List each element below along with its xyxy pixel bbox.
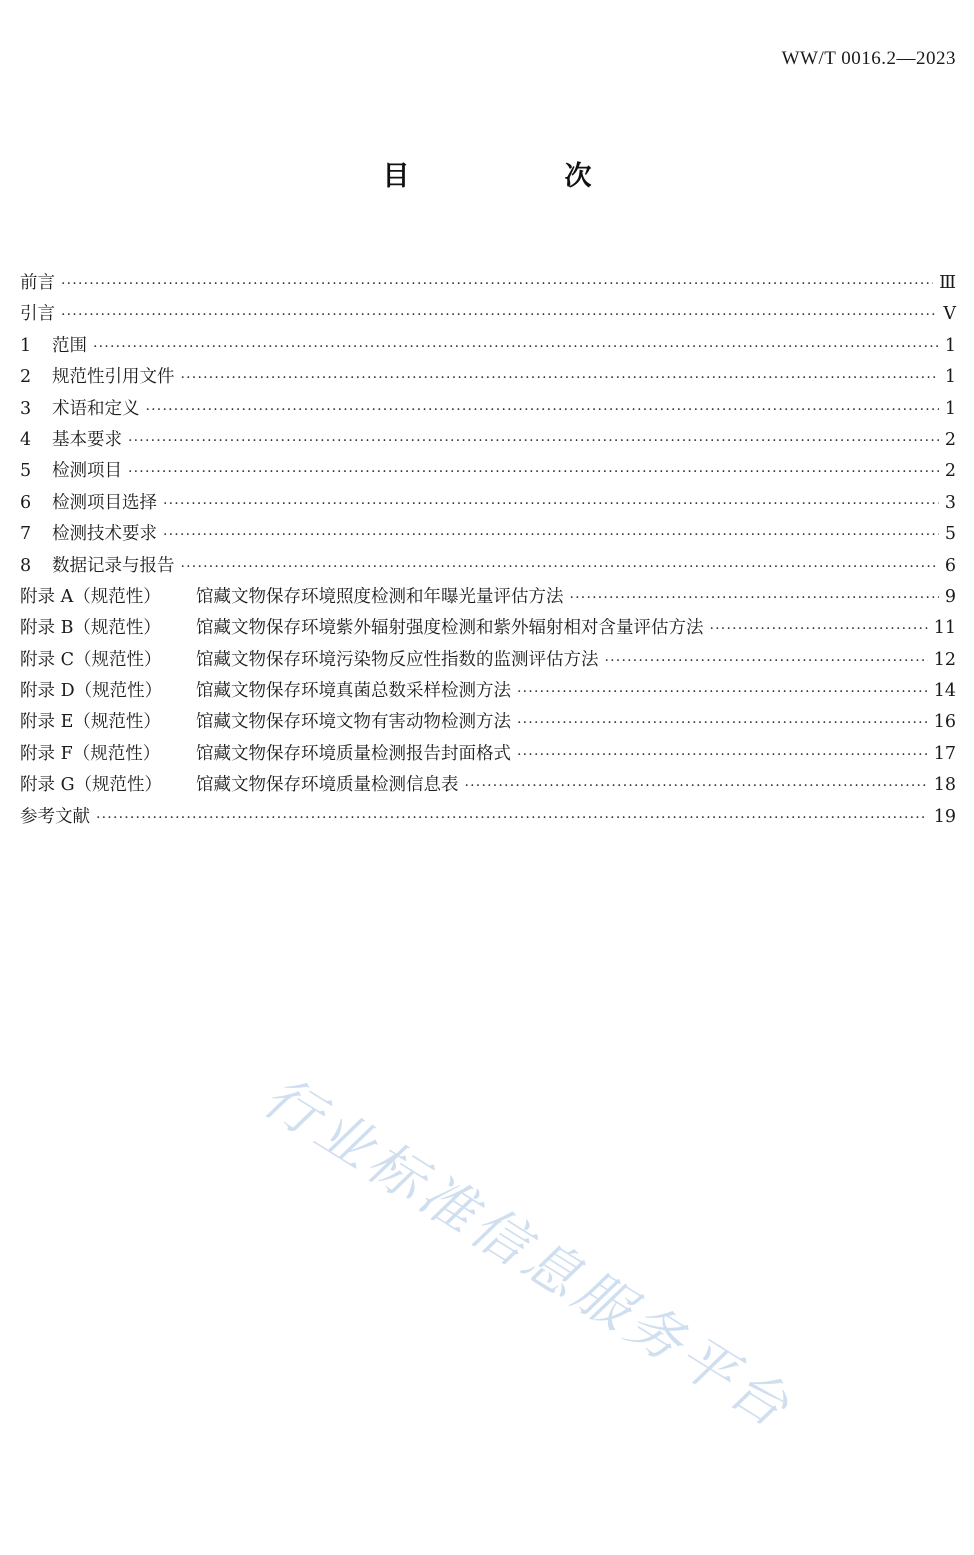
toc-item-number: 5: [20, 461, 32, 482]
toc-leader-dots: [570, 583, 939, 614]
toc-item-number: 8: [20, 555, 32, 576]
toc-annex-prefix: 附录 A（规范性）: [20, 586, 161, 607]
toc-item-page: 19: [933, 806, 956, 827]
toc-item-clause-6[interactable]: [20, 488, 956, 519]
toc-item-annex-f[interactable]: [20, 739, 956, 770]
toc-leader-dots: [61, 300, 937, 331]
toc-annex-prefix: 附录 E（规范性）: [20, 712, 161, 733]
toc-item-label: 参考文献: [20, 806, 90, 827]
toc-leader-dots: [181, 552, 939, 583]
toc-item-page: Ⅴ: [943, 304, 956, 325]
toc-item-page: Ⅲ: [939, 273, 956, 293]
toc-item-label: 检测项目: [52, 461, 122, 482]
toc-item-clause-5[interactable]: [20, 456, 956, 487]
toc-leader-dots: [96, 803, 928, 834]
toc-item-page: 3: [944, 492, 956, 513]
toc-leader-dots: [146, 395, 939, 426]
toc-item-annex-e[interactable]: [20, 707, 956, 738]
toc-leader-dots: [517, 708, 928, 739]
toc-leader-dots: [181, 363, 939, 394]
toc-item-annex-b[interactable]: [20, 613, 956, 644]
toc-leader-dots: [465, 771, 928, 802]
toc-item-number: 1: [20, 335, 32, 356]
toc-item-number: 7: [20, 524, 32, 545]
toc-item-annex-g[interactable]: [20, 770, 956, 801]
toc-item-introduction[interactable]: [20, 299, 956, 330]
toc-item-clause-7[interactable]: [20, 519, 956, 550]
toc-leader-dots: [93, 332, 939, 363]
toc-item-label: 数据记录与报告: [52, 555, 175, 576]
toc-leader-dots: [517, 677, 928, 708]
toc-item-page: 2: [944, 429, 956, 450]
toc-item-clause-8[interactable]: [20, 551, 956, 582]
standard-code: WW/T 0016.2—2023: [781, 48, 956, 69]
toc-item-page: 14: [933, 681, 956, 702]
toc-item-label: 检测技术要求: [52, 524, 157, 545]
toc-item-number: 3: [20, 398, 32, 419]
toc-item-clause-3[interactable]: [20, 394, 956, 425]
toc-item-clause-4[interactable]: [20, 425, 956, 456]
toc-item-page: 1: [944, 335, 956, 356]
toc-item-label: 基本要求: [52, 429, 122, 450]
toc-annex-prefix: 附录 D（规范性）: [20, 681, 163, 702]
toc-item-label: 引言: [20, 304, 55, 325]
toc-item-page: 12: [933, 649, 956, 670]
toc-annex-prefix: 附录 G（规范性）: [20, 775, 163, 796]
toc-item-bibliography[interactable]: [20, 802, 956, 833]
toc-leader-dots: [163, 520, 939, 551]
toc-item-annex-c[interactable]: [20, 645, 956, 676]
toc-item-page: 1: [944, 367, 956, 388]
toc-item-page: 11: [933, 618, 956, 639]
toc-item-page: 6: [944, 555, 956, 576]
toc-item-clause-1[interactable]: [20, 331, 956, 362]
toc-annex-prefix: 附录 F（规范性）: [20, 743, 161, 764]
toc-item-page: 9: [944, 586, 956, 607]
toc-item-page: 5: [944, 524, 956, 545]
toc-item-label: 术语和定义: [52, 398, 140, 419]
toc-item-page: 2: [944, 461, 956, 482]
toc-leader-dots: [128, 457, 939, 488]
toc-item-label: 馆藏文物保存环境质量检测信息表: [196, 775, 459, 796]
toc-item-label: 馆藏文物保存环境质量检测报告封面格式: [196, 743, 511, 764]
table-of-contents: [20, 268, 956, 833]
toc-item-label: 馆藏文物保存环境照度检测和年曝光量评估方法: [196, 586, 564, 607]
toc-item-annex-d[interactable]: [20, 676, 956, 707]
toc-item-clause-2[interactable]: [20, 362, 956, 393]
toc-item-label: 馆藏文物保存环境污染物反应性指数的监测评估方法: [196, 649, 599, 670]
toc-item-foreword[interactable]: [20, 268, 956, 299]
toc-item-number: 6: [20, 492, 32, 513]
toc-item-page: 17: [933, 743, 956, 764]
toc-item-label: 范围: [52, 335, 87, 356]
toc-item-label: 规范性引用文件: [52, 367, 175, 388]
toc-item-label: 检测项目选择: [52, 492, 157, 513]
watermark: 行业标准信息服务平台: [252, 1064, 804, 1442]
toc-item-annex-a[interactable]: [20, 582, 956, 613]
toc-leader-dots: [710, 614, 928, 645]
toc-annex-prefix: 附录 B（规范性）: [20, 618, 161, 639]
toc-item-page: 1: [944, 398, 956, 419]
toc-item-page: 18: [933, 775, 956, 796]
toc-item-label: 前言: [20, 273, 55, 293]
toc-item-label: 馆藏文物保存环境真菌总数采样检测方法: [196, 681, 511, 702]
page-title: 目 次: [382, 161, 656, 192]
toc-leader-dots: [517, 740, 928, 771]
toc-leader-dots: [128, 426, 939, 457]
toc-leader-dots: [605, 646, 928, 677]
toc-leader-dots: [61, 269, 933, 300]
toc-annex-prefix: 附录 C（规范性）: [20, 649, 162, 670]
toc-item-label: 馆藏文物保存环境文物有害动物检测方法: [196, 712, 511, 733]
toc-leader-dots: [163, 489, 939, 520]
toc-item-number: 2: [20, 367, 32, 388]
toc-item-page: 16: [933, 712, 956, 733]
toc-item-number: 4: [20, 429, 32, 450]
toc-item-label: 馆藏文物保存环境紫外辐射强度检测和紫外辐射相对含量评估方法: [196, 618, 704, 639]
